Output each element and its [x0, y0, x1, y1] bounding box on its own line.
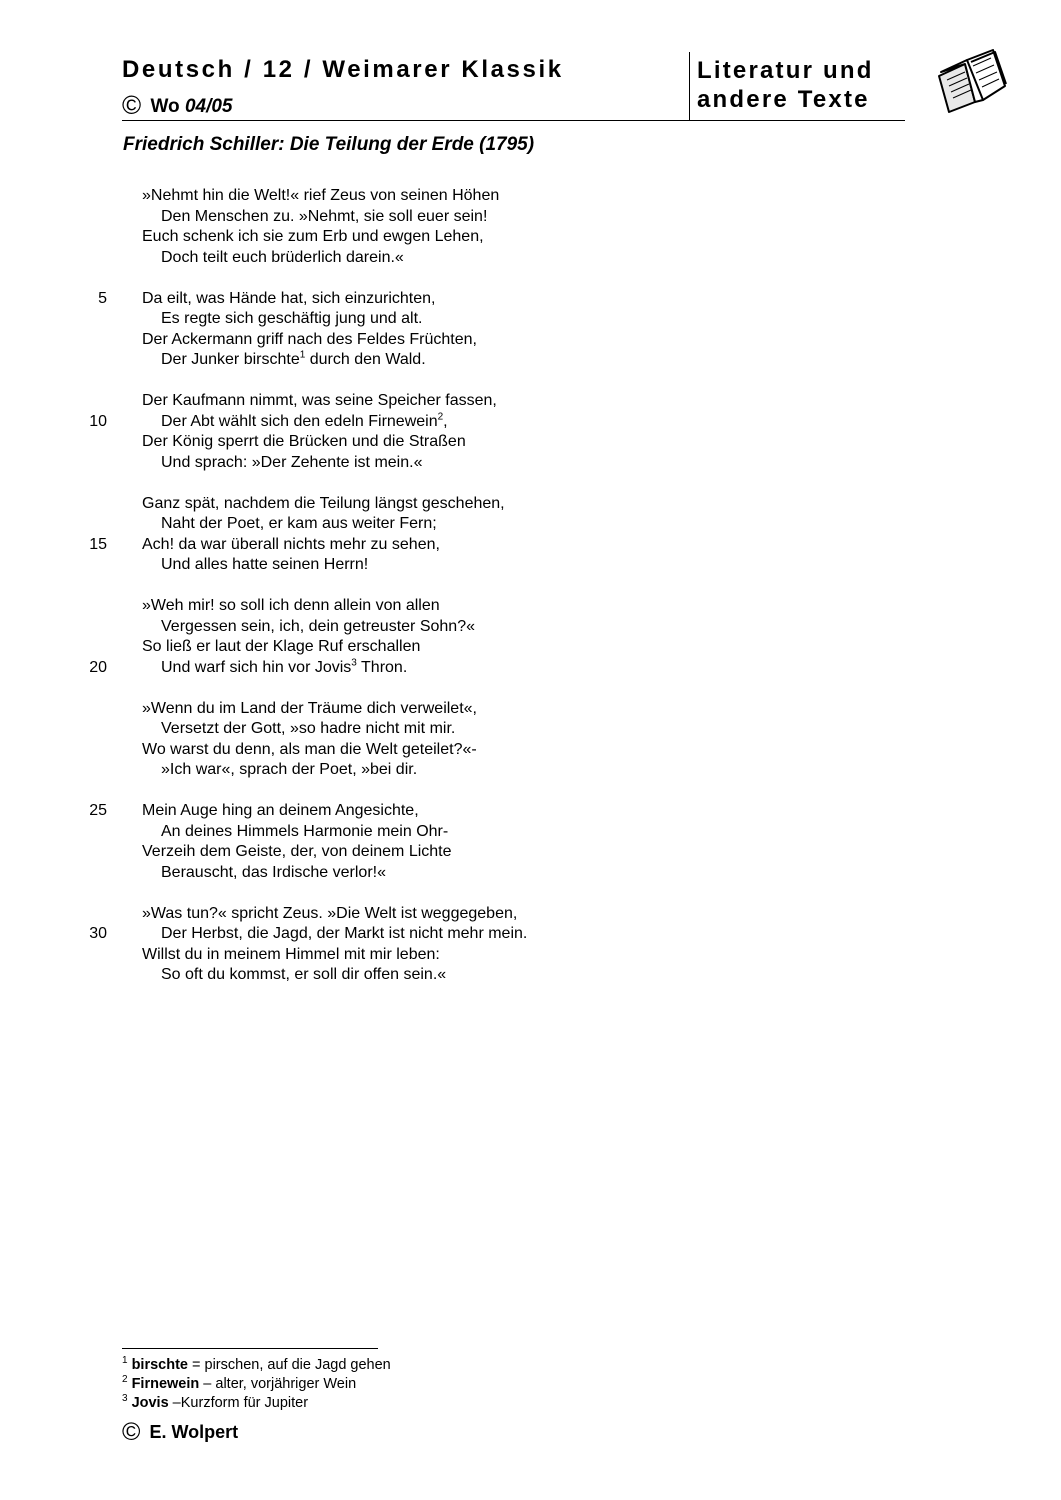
line-text	[161, 617, 475, 638]
line-text-main: Mein Auge hing an deinem Angesichte,	[142, 802, 419, 819]
line-text-main: Und alles hatte seinen Herrn!	[161, 556, 369, 573]
poem-line	[0, 494, 1061, 515]
line-text	[142, 186, 499, 207]
poem-line	[0, 760, 1061, 781]
poem-line	[0, 863, 1061, 884]
poem-line	[0, 637, 1061, 658]
line-text-main: Der König sperrt die Brücken und die Straßen	[142, 433, 466, 450]
line-text-main: »Was tun?« spricht Zeus. »Die Welt ist weggegeben,	[142, 904, 518, 922]
line-text	[142, 842, 452, 863]
stanza-gap	[0, 576, 1061, 597]
line-text	[142, 945, 440, 966]
line-text-main: Der Abt wählt sich den edeln Firnewein	[161, 412, 438, 430]
poem-line	[0, 391, 1061, 412]
line-text	[142, 494, 505, 515]
poem-line	[0, 699, 1061, 720]
line-text	[142, 289, 435, 310]
line-text-main: Da eilt, was Hände hat, sich einzurichten,	[142, 289, 436, 307]
category-line-2: andere Texte	[697, 86, 870, 113]
line-number: 5	[98, 289, 107, 307]
poem-line	[0, 945, 1061, 966]
line-text	[161, 965, 446, 986]
line-text-main: »Ich war«, sprach der Poet, »bei dir.	[161, 761, 418, 778]
line-text	[161, 555, 368, 576]
line-text	[161, 248, 404, 269]
poem-line	[0, 740, 1061, 761]
line-text-main: So ließ er laut der Klage Ruf erschallen	[142, 638, 421, 655]
line-text-main: So oft du kommst, er soll dir offen sein.«	[161, 966, 447, 983]
line-text-main: Berauscht, das Irdische verlor!«	[161, 863, 386, 881]
line-text-main: Der Kaufmann nimmt, was seine Speicher fassen,	[142, 392, 497, 409]
poem-line	[0, 330, 1061, 351]
line-text	[142, 740, 477, 761]
line-number: 25	[89, 802, 107, 819]
line-text	[161, 350, 426, 371]
line-text-main: Und warf sich hin vor Jovis	[161, 658, 352, 676]
footnote-text: pirschen, auf die Jagd gehen	[204, 1357, 391, 1373]
line-text	[161, 822, 448, 843]
footer-author: E. Wolpert	[149, 1422, 239, 1442]
line-text-main: »Nehmt hin die Welt!« rief Zeus von seinen Höhen	[142, 187, 500, 204]
poem-title: Friedrich Schiller: Die Teilung der Erde (1795)	[123, 134, 535, 155]
footnote	[122, 1375, 391, 1394]
poem-line	[0, 555, 1061, 576]
author-line	[122, 88, 232, 119]
poem-body	[0, 186, 1061, 986]
line-text	[161, 309, 423, 330]
stanza-gap	[0, 781, 1061, 802]
line-text	[142, 596, 440, 617]
footnote-separator: =	[187, 1357, 205, 1373]
line-text-main: Vergessen sein, ich, dein getreuster Sohn?«	[161, 617, 475, 635]
poem-line	[0, 617, 1061, 638]
line-text-after: Thron.	[356, 658, 408, 676]
line-text	[161, 719, 455, 740]
line-text-main: Versetzt der Gott, »so hadre nicht mit mir.	[161, 720, 456, 737]
stanza-gap	[0, 268, 1061, 289]
line-number: 30	[89, 925, 107, 942]
poem-line	[0, 350, 1061, 371]
footnote-text: alter, vorjähriger Wein	[215, 1376, 357, 1392]
poem-line	[0, 207, 1061, 228]
line-text-main: Es regte sich geschäftig jung und alt.	[161, 310, 423, 327]
footnote-number: 2	[122, 1374, 128, 1386]
line-text-main: Willst du in meinem Himmel mit mir leben:	[142, 945, 440, 963]
poem-line	[0, 535, 1061, 556]
line-text	[161, 453, 422, 474]
line-text-main: Naht der Poet, er kam aus weiter Fern;	[161, 515, 437, 532]
line-text-main: Ganz spät, nachdem die Teilung längst geschehen,	[142, 494, 505, 512]
line-text	[161, 412, 448, 433]
course-title: Deutsch / 12 / Weimarer Klassik	[122, 56, 564, 83]
poem-line	[0, 186, 1061, 207]
line-text-main: Verzeih dem Geiste, der, von deinem Lichte	[142, 843, 452, 860]
line-text-main: »Weh mir! so soll ich denn allein von allen	[142, 597, 440, 614]
line-text	[142, 904, 517, 925]
line-text-after: ,	[443, 412, 448, 430]
line-text	[142, 432, 466, 453]
line-text	[142, 699, 477, 720]
line-text-main: Wo warst du denn, als man die Welt geteilet?«-	[142, 740, 477, 758]
copyright-symbol: ©	[122, 90, 142, 120]
footnote	[122, 1394, 391, 1413]
line-text	[142, 330, 477, 351]
poem-line	[0, 842, 1061, 863]
line-text	[161, 760, 417, 781]
poem-line	[0, 658, 1061, 679]
line-text	[142, 227, 484, 248]
poem-line	[0, 289, 1061, 310]
line-text	[161, 924, 527, 945]
poem-line	[0, 309, 1061, 330]
poem-line	[0, 596, 1061, 617]
line-text-main: Ach! da war überall nichts mehr zu sehen,	[142, 535, 440, 553]
poem-line	[0, 514, 1061, 535]
line-text	[161, 514, 437, 535]
footnote	[122, 1356, 391, 1375]
poem-line	[0, 924, 1061, 945]
footnote-separator: –	[168, 1395, 181, 1411]
poem-line	[0, 227, 1061, 248]
footnote-text: Kurzform für Jupiter	[180, 1395, 309, 1411]
poem-line	[0, 248, 1061, 269]
footer-copyright	[122, 1416, 238, 1445]
line-text	[161, 207, 487, 228]
line-text-main: Und sprach: »Der Zehente ist mein.«	[161, 453, 423, 471]
poem-line	[0, 453, 1061, 474]
line-text	[142, 637, 420, 658]
author-short: Wo	[150, 96, 180, 117]
stanza-gap	[0, 473, 1061, 494]
line-number: 10	[89, 412, 107, 430]
footnote-marker: 2	[437, 411, 444, 423]
header-divider	[689, 52, 690, 120]
footnote-number: 1	[122, 1355, 128, 1367]
poem-line	[0, 719, 1061, 740]
stanza-gap	[0, 371, 1061, 392]
footnotes	[122, 1356, 391, 1413]
line-text-main: Den Menschen zu. »Nehmt, sie soll euer sein!	[161, 207, 488, 225]
line-text-main: Euch schenk ich sie zum Erb und ewgen Lehen,	[142, 228, 484, 245]
footnote-marker: 1	[299, 349, 306, 361]
poem-line	[0, 432, 1061, 453]
line-text-main: Doch teilt euch brüderlich darein.«	[161, 248, 404, 266]
footnote-marker: 3	[351, 657, 357, 669]
line-text-after: durch den Wald.	[305, 351, 426, 368]
footnote-rule	[122, 1348, 378, 1349]
line-text	[161, 863, 386, 884]
line-text-main: An deines Himmels Harmonie mein Ohr-	[161, 822, 449, 840]
poem-line	[0, 822, 1061, 843]
line-text-main: »Wenn du im Land der Träume dich verweilet«,	[142, 699, 477, 717]
line-text-main: Der Junker birschte	[161, 351, 300, 368]
line-text-main: Der Herbst, die Jagd, der Markt ist nicht mehr mein.	[161, 925, 528, 942]
category-line-1: Literatur und	[697, 57, 874, 84]
line-number: 20	[89, 658, 107, 676]
copyright-symbol: ©	[122, 1418, 141, 1446]
stanza-gap	[0, 678, 1061, 699]
line-text	[161, 658, 407, 679]
poem-line	[0, 965, 1061, 986]
footnote-number: 3	[122, 1393, 128, 1405]
stanza-gap	[0, 883, 1061, 904]
header	[122, 52, 905, 121]
category-label	[697, 56, 874, 114]
footnote-term: Jovis	[131, 1395, 169, 1411]
footnote-term: Firnewein	[131, 1376, 200, 1392]
line-text	[142, 801, 419, 822]
term: 04/05	[184, 96, 233, 117]
line-text-main: Der Ackermann griff nach des Feldes Früchten,	[142, 330, 477, 348]
line-number: 15	[89, 535, 107, 553]
poem-line	[0, 801, 1061, 822]
line-text	[142, 391, 497, 412]
poem-line	[0, 904, 1061, 925]
poem-line	[0, 412, 1061, 433]
footnote-separator: –	[199, 1376, 216, 1392]
line-text	[142, 535, 440, 556]
footnote-term: birschte	[131, 1357, 188, 1373]
open-book-icon	[935, 46, 1009, 114]
